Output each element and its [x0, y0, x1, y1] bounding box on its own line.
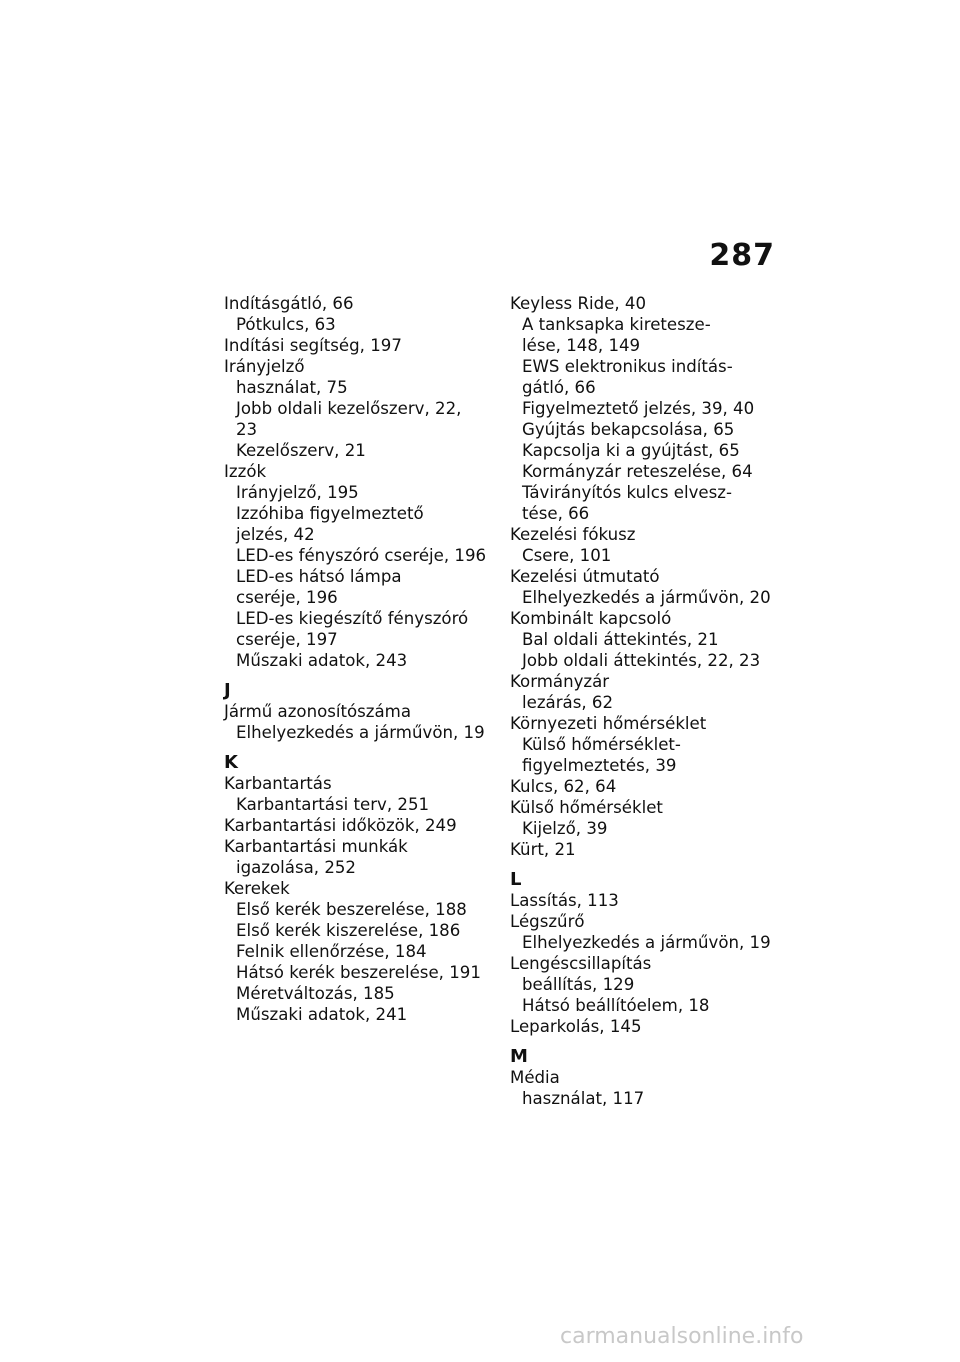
index-entry: Kormányzár — [510, 672, 610, 691]
index-subentry: figyelmeztetés, 39 — [522, 756, 677, 775]
index-subentry: A tanksapka kiretesze- — [522, 315, 711, 334]
index-entry: Karbantartási munkák — [224, 837, 408, 856]
index-entry: Média — [510, 1068, 560, 1087]
index-subentry: Kijelző, 39 — [522, 819, 608, 838]
index-subentry: Jobb oldali kezelőszerv, 22, — [236, 399, 462, 418]
index-subentry: Hátsó kerék beszerelése, 191 — [236, 963, 481, 982]
index-subentry: 23 — [236, 420, 258, 439]
index-subentry: Bal oldali áttekintés, 21 — [522, 630, 719, 649]
index-subentry: tése, 66 — [522, 504, 590, 523]
index-subentry: Csere, 101 — [522, 546, 612, 565]
index-entry: Indításgátló, 66 — [224, 294, 354, 313]
index-subentry: Külső hőmérséklet- — [522, 735, 681, 754]
index-subentry: Kezelőszerv, 21 — [236, 441, 366, 460]
index-subentry: használat, 117 — [522, 1089, 645, 1108]
index-subentry: Elhelyezkedés a járművön, 19 — [236, 723, 485, 742]
index-subentry: igazolása, 252 — [236, 858, 356, 877]
index-entry: Légszűrő — [510, 912, 585, 931]
index-entry: Lengéscsillapítás — [510, 954, 652, 973]
index-entry: Kerekek — [224, 879, 290, 898]
index-subentry: Műszaki adatok, 243 — [236, 651, 408, 670]
index-subentry: használat, 75 — [236, 378, 348, 397]
index-subentry: Pótkulcs, 63 — [236, 315, 336, 334]
index-entry: Irányjelző — [224, 357, 305, 376]
index-entry: Kürt, 21 — [510, 840, 576, 859]
index-entry: Kulcs, 62, 64 — [510, 777, 617, 796]
index-subentry: Kormányzár reteszelése, 64 — [522, 462, 753, 481]
index-subentry: Elhelyezkedés a járművön, 19 — [522, 933, 771, 952]
index-subentry: gátló, 66 — [522, 378, 596, 397]
index-subentry: lése, 148, 149 — [522, 336, 641, 355]
index-subentry: beállítás, 129 — [522, 975, 635, 994]
index-entry: Környezeti hőmérséklet — [510, 714, 707, 733]
index-subentry: cseréje, 196 — [236, 588, 338, 607]
index-subentry: Gyújtás bekapcsolása, 65 — [522, 420, 735, 439]
index-subentry: LED-es kiegészítő fényszóró — [236, 609, 469, 628]
index-subentry: Karbantartási terv, 251 — [236, 795, 430, 814]
index-subentry: Távirányítós kulcs elvesz- — [522, 483, 732, 502]
index-entry: Keyless Ride, 40 — [510, 294, 647, 313]
index-subentry: EWS elektronikus indítás- — [522, 357, 733, 376]
index-subentry: Hátsó beállítóelem, 18 — [522, 996, 710, 1015]
index-entry: Indítási segítség, 197 — [224, 336, 402, 355]
watermark: carmanualsonline.info — [560, 1324, 804, 1349]
index-section-letter: J — [224, 680, 231, 701]
index-subentry: Első kerék kiszerelése, 186 — [236, 921, 461, 940]
index-entry: Karbantartási időközök, 249 — [224, 816, 457, 835]
index-entry: Külső hőmérséklet — [510, 798, 663, 817]
index-entry: Kezelési fókusz — [510, 525, 636, 544]
index-subentry: Irányjelző, 195 — [236, 483, 359, 502]
index-entry: Kezelési útmutató — [510, 567, 660, 586]
index-entry: Karbantartás — [224, 774, 332, 793]
index-subentry: LED-es fényszóró cseréje, 196 — [236, 546, 487, 565]
index-subentry: cseréje, 197 — [236, 630, 338, 649]
index-entry: Leparkolás, 145 — [510, 1017, 642, 1036]
index-section-letter: L — [510, 869, 522, 890]
index-subentry: lezárás, 62 — [522, 693, 613, 712]
index-column-left — [224, 293, 506, 1025]
index-subentry: Izzóhiba figyelmeztető — [236, 504, 424, 523]
page-number: 287 — [709, 238, 775, 273]
index-subentry: LED-es hátsó lámpa — [236, 567, 402, 586]
index-subentry: Elhelyezkedés a járművön, 20 — [522, 588, 771, 607]
index-subentry: Méretváltozás, 185 — [236, 984, 395, 1003]
index-subentry: Figyelmeztető jelzés, 39, 40 — [522, 399, 755, 418]
index-subentry: Jobb oldali áttekintés, 22, 23 — [522, 651, 761, 670]
index-entry: Jármű azonosítószáma — [224, 702, 412, 721]
index-section-letter: K — [224, 752, 238, 773]
index-subentry: Felnik ellenőrzése, 184 — [236, 942, 427, 961]
index-entry: Izzók — [224, 462, 267, 481]
index-subentry: Kapcsolja ki a gyújtást, 65 — [522, 441, 740, 460]
index-entry: Kombinált kapcsoló — [510, 609, 672, 628]
index-entry: Lassítás, 113 — [510, 891, 619, 910]
index-subentry: jelzés, 42 — [236, 525, 315, 544]
index-section-letter: M — [510, 1046, 528, 1067]
index-column-right — [510, 293, 792, 1109]
index-subentry: Első kerék beszerelése, 188 — [236, 900, 467, 919]
index-subentry: Műszaki adatok, 241 — [236, 1005, 408, 1024]
